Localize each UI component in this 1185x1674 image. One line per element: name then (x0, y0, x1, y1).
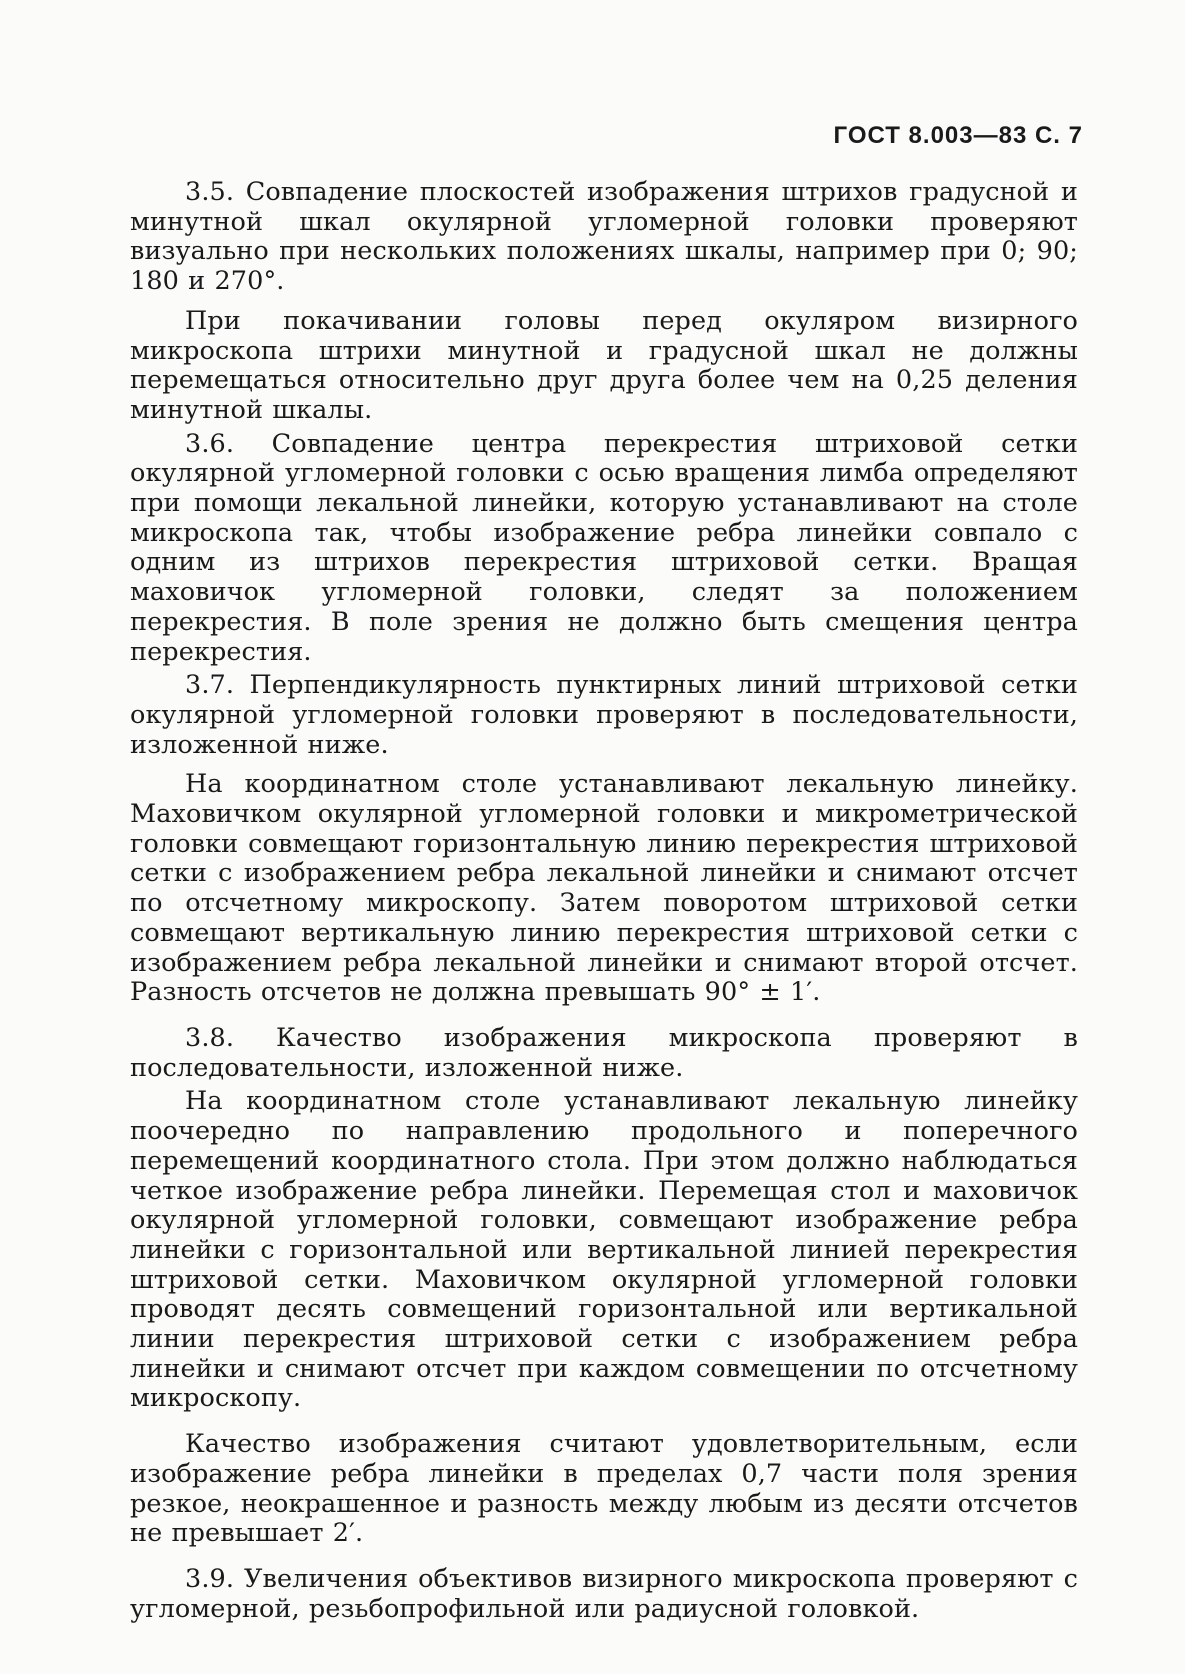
paragraph-3-5-note: При покачивании головы перед окуляром визирного микроскопа штрихи минутной и градусной шкал не должны перемещаться относительно друг друга более чем на 0,25 деления минутной шкалы. (130, 305, 1078, 425)
page-header: ГОСТ 8.003—83 С. 7 (833, 122, 1083, 149)
paragraph-3-8: 3.8. Качество изображения микроскопа проверяют в последовательности, изложенной ниже. (130, 1022, 1078, 1083)
paragraph-3-7-procedure: На координатном столе устанавливают лекальную линейку. Маховичком окулярной угломерной головки и микрометрической головки совмещают горизонтальную линию перекрестия штриховой сетки с изображением ребра лекальной линейки и снимают отсчет по отсчетному микроскопу. Затем поворотом штриховой сетки совмещают вертикальную линию перекрестия штриховой сетки с изображением ребра лекальной линейки и снимают второй отсчет. Разность отсчетов не должна превышать 90° ± 1′. (130, 769, 1078, 1008)
paragraph-3-5: 3.5. Совпадение плоскостей изображения штрихов градусной и минутной шкал окулярной угломерной головки проверяют визуально при нескольких положениях шкалы, например при 0; 90; 180 и 270°. (130, 177, 1078, 297)
document-body (130, 178, 1078, 1624)
paragraph-3-8-criteria: Качество изображения считают удовлетворительным, если изображение ребра линейки в пределах 0,7 части поля зрения резкое, неокрашенное и разность между любым из десяти отсчетов не превышает 2′. (130, 1429, 1078, 1549)
paragraph-3-8-procedure: На координатном столе устанавливают лекальную линейку поочередно по направлению продольного и поперечного перемещений координатного стола. При этом должно наблюдаться четкое изображение ребра линейки. Перемещая стол и маховичок окулярной угломерной головки, совмещают изображение ребра линейки с горизонтальной или вертикальной линией перекрестия штриховой сетки. Маховичком окулярной угломерной головки проводят десять совмещений горизонтальной или вертикальной линии перекрестия штриховой сетки с изображением ребра линейки и снимают отсчет при каждом совмещении по отсчетному микроскопу. (130, 1086, 1078, 1414)
paragraph-3-6: 3.6. Совпадение центра перекрестия штриховой сетки окулярной угломерной головки с осью вращения лимба определяют при помощи лекальной линейки, которую устанавливают на столе микроскопа так, чтобы изображение ребра линейки совпало с одним из штрихов перекрестия штриховой сетки. Вращая маховичок угломерной головки, следят за положением перекрестия. В поле зрения не должно быть смещения центра перекрестия. (130, 428, 1078, 667)
paragraph-3-7: 3.7. Перпендикулярность пунктирных линий штриховой сетки окулярной угломерной головки проверяют в последовательности, изложенной ниже. (130, 670, 1078, 760)
paragraph-3-9: 3.9. Увеличения объективов визирного микроскопа проверяют с угломерной, резьбопрофильной или радиусной головкой. (130, 1563, 1078, 1624)
